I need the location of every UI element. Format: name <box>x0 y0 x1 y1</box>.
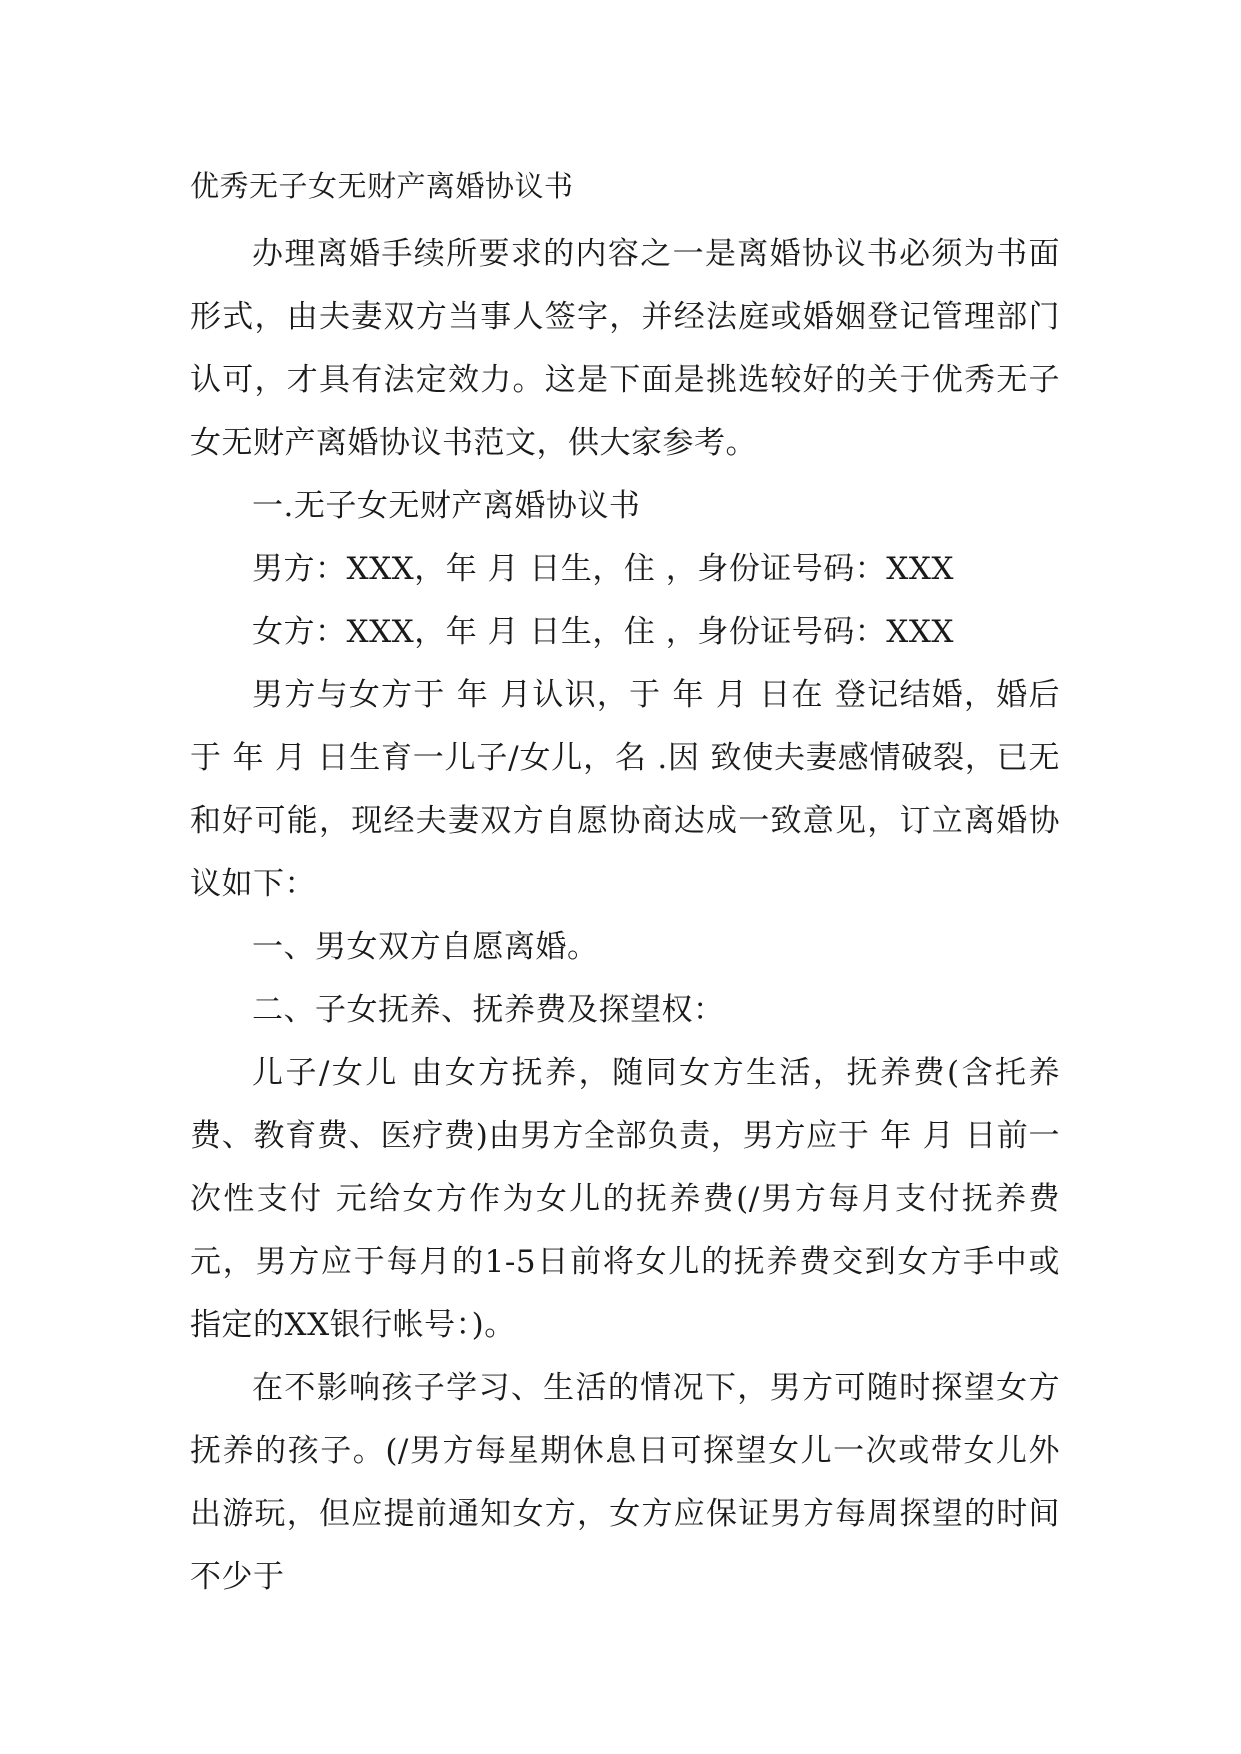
paragraph-section-heading: 一.无子女无财产离婚协议书 <box>252 488 641 524</box>
paragraph-visitation: 在不影响孩子学习、生活的情况下，男方可随时探望女方抚养的孩子。(/男方每星期休息日可探望女儿一次或带女儿外出游玩，但应提前通知女方，女方应保证男方每周探望的时间不少于 <box>190 1370 1060 1595</box>
paragraph-child-support: 儿子/女儿 由女方抚养，随同女方生活，抚养费(含托养费、教育费、医疗费)由男方全部负责，男方应于 年 月 日前一次性支付 元给女方作为女儿的抚养费(/男方每月支付抚养费 元，男方应于每月的1-5日前将女儿的抚养费交到女方手中或指定的XX银行帐号：)。 <box>190 1055 1060 1343</box>
paragraph-clause-2: 二、子女抚养、抚养费及探望权： <box>252 992 725 1028</box>
paragraph-male-party: 男方：XXX，年 月 日生，住 ，身份证号码：XXX <box>252 551 954 587</box>
document-title: 优秀无子女无财产离婚协议书 <box>190 169 574 203</box>
paragraph-intro: 办理离婚手续所要求的内容之一是离婚协议书必须为书面形式，由夫妻双方当事人签字，并经法庭或婚姻登记管理部门认可，才具有法定效力。这是下面是挑选较好的关于优秀无子女无财产离婚协议书范文，供大家参考。 <box>190 236 1060 461</box>
paragraph-clause-1: 一、男女双方自愿离婚。 <box>252 929 599 965</box>
paragraph-background: 男方与女方于 年 月认识，于 年 月 日在 登记结婚，婚后于 年 月 日生育一儿子/女儿，名 .因 致使夫妻感情破裂，已无和好可能，现经夫妻双方自愿协商达成一致意见，订立离婚协议如下： <box>190 677 1060 902</box>
paragraph-female-party: 女方：XXX，年 月 日生，住 ，身份证号码：XXX <box>252 614 954 650</box>
document-page <box>190 160 1060 1609</box>
